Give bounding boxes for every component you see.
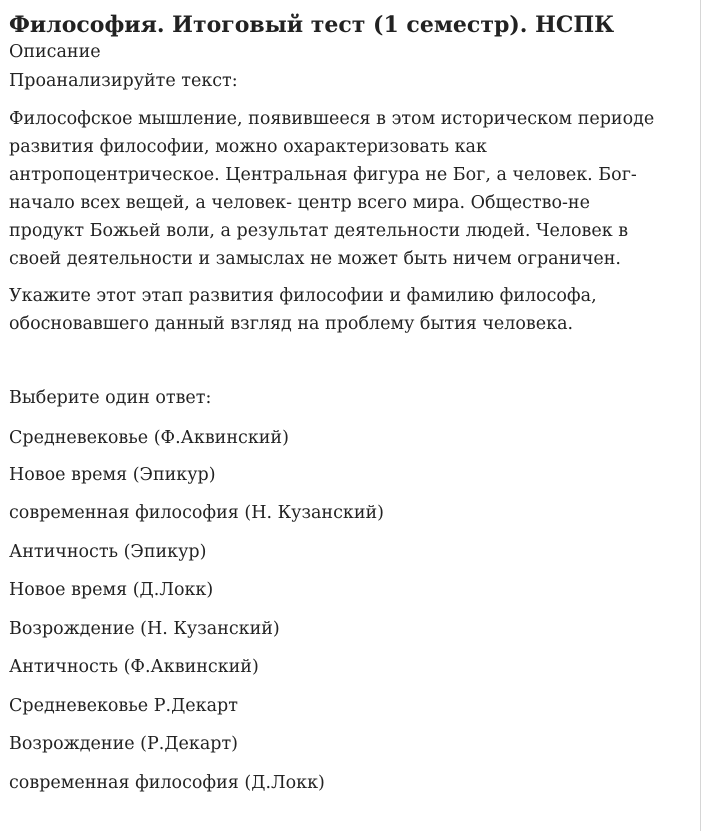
instruction-text: Проанализируйте текст: [9, 71, 238, 91]
answer-option[interactable]: Средневековье (Ф.Аквинский) [9, 428, 289, 448]
answer-options [9, 412, 695, 797]
passage-line: Философское мышление, появившееся в этом историческом периоде [9, 109, 655, 129]
passage-line: антропоцентрическое. Центральная фигура не Бог, а человек. Бог- [9, 165, 637, 185]
answer-option[interactable]: Возрождение (Р.Декарт) [9, 734, 238, 754]
answer-option[interactable]: современная философия (Н. Кузанский) [9, 503, 384, 523]
answer-option[interactable]: Новое время (Д.Локк) [9, 580, 214, 600]
answer-option[interactable]: Античность (Ф.Аквинский) [9, 657, 259, 677]
answer-option[interactable]: современная философия (Д.Локк) [9, 772, 325, 793]
answer-option[interactable]: Античность (Эпикур) [9, 541, 207, 562]
text-passage [9, 105, 695, 273]
question-line: обосновавшего данный взгляд на проблему бытия человека. [9, 314, 574, 334]
answer-option[interactable]: Новое время (Эпикур) [9, 464, 216, 485]
passage-line: начало всех вещей, а человек- центр всего мира. Общество-не [9, 193, 590, 213]
page-title: Философия. Итоговый тест (1 семестр). НСПК [9, 12, 615, 38]
question-line: Укажите этот этап развития философии и фамилию философа, [9, 286, 597, 306]
answer-option[interactable]: Средневековье Р.Декарт [9, 695, 238, 716]
answer-option[interactable]: Возрождение (Н. Кузанский) [9, 618, 280, 639]
question-text [9, 282, 695, 338]
description-label: Описание [9, 42, 101, 62]
question-content [9, 0, 695, 797]
passage-line: развития философии, можно охарактеризовать как [9, 137, 487, 157]
passage-line: своей деятельности и замыслах не может быть ничем ограничен. [9, 249, 621, 269]
passage-line: продукт Божьей воли, а результат деятельности людей. Человек в [9, 221, 629, 241]
answer-prompt: Выберите один ответ: [9, 388, 212, 408]
